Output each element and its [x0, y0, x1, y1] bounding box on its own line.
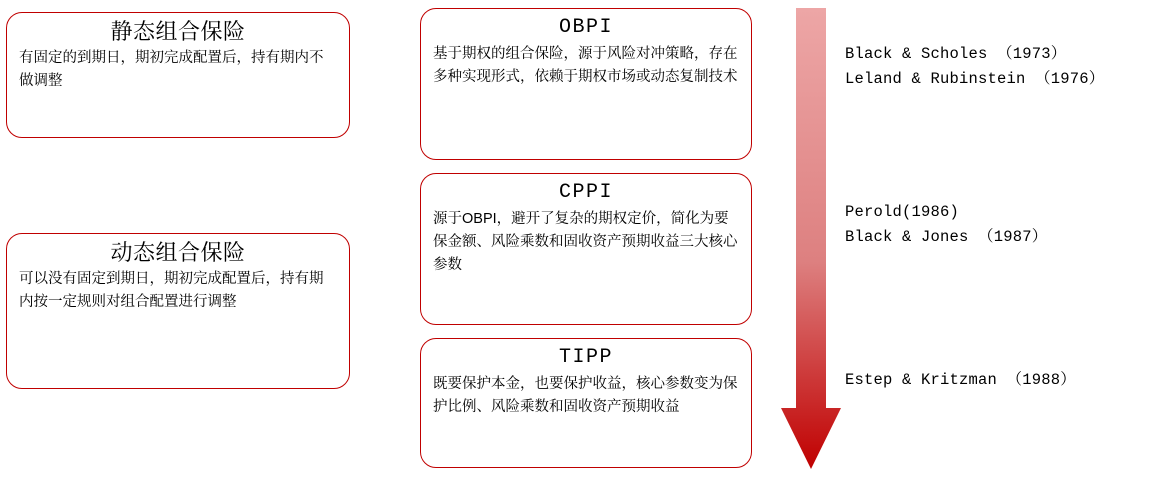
cppi-box	[420, 173, 752, 325]
downward-timeline-arrow-icon	[780, 8, 842, 470]
citation-line: Perold(1986)	[845, 203, 960, 221]
citation-group-cppi	[845, 200, 1047, 250]
obpi-title: OBPI	[558, 16, 613, 39]
static-portfolio-insurance-description: 有固定的到期日，期初完成配置后，持有期内不做调整	[19, 50, 324, 89]
citation-line: Black & Jones （1987）	[845, 228, 1048, 246]
citation-line: Leland & Rubinstein （1976）	[845, 70, 1105, 88]
dynamic-portfolio-insurance-description: 可以没有固定到期日，期初完成配置后，持有期内按一定规则对组合配置进行调整	[19, 271, 324, 310]
dynamic-portfolio-insurance-title: 动态组合保险	[110, 240, 246, 265]
citation-group-obpi	[845, 42, 1104, 92]
obpi-box	[420, 8, 752, 160]
tipp-title: TIPP	[558, 346, 613, 369]
tipp-box	[420, 338, 752, 468]
cppi-title: CPPI	[558, 181, 613, 204]
obpi-description: 基于期权的组合保险，源于风险对冲策略，存在多种实现形式，依赖于期权市场或动态复制技术	[433, 46, 738, 85]
cppi-description: 源于OBPI，避开了复杂的期权定价，简化为要保金额、风险乘数和固收资产预期收益三大核心参数	[433, 211, 738, 273]
citation-line: Estep & Kritzman （1988）	[845, 371, 1076, 389]
dynamic-portfolio-insurance-box	[6, 233, 350, 389]
citation-line: Black & Scholes （1973）	[845, 45, 1067, 63]
citation-group-tipp	[845, 368, 1076, 393]
static-portfolio-insurance-box	[6, 12, 350, 138]
static-portfolio-insurance-title: 静态组合保险	[110, 19, 246, 44]
tipp-description: 既要保护本金，也要保护收益，核心参数变为保护比例、风险乘数和固收资产预期收益	[433, 376, 738, 415]
